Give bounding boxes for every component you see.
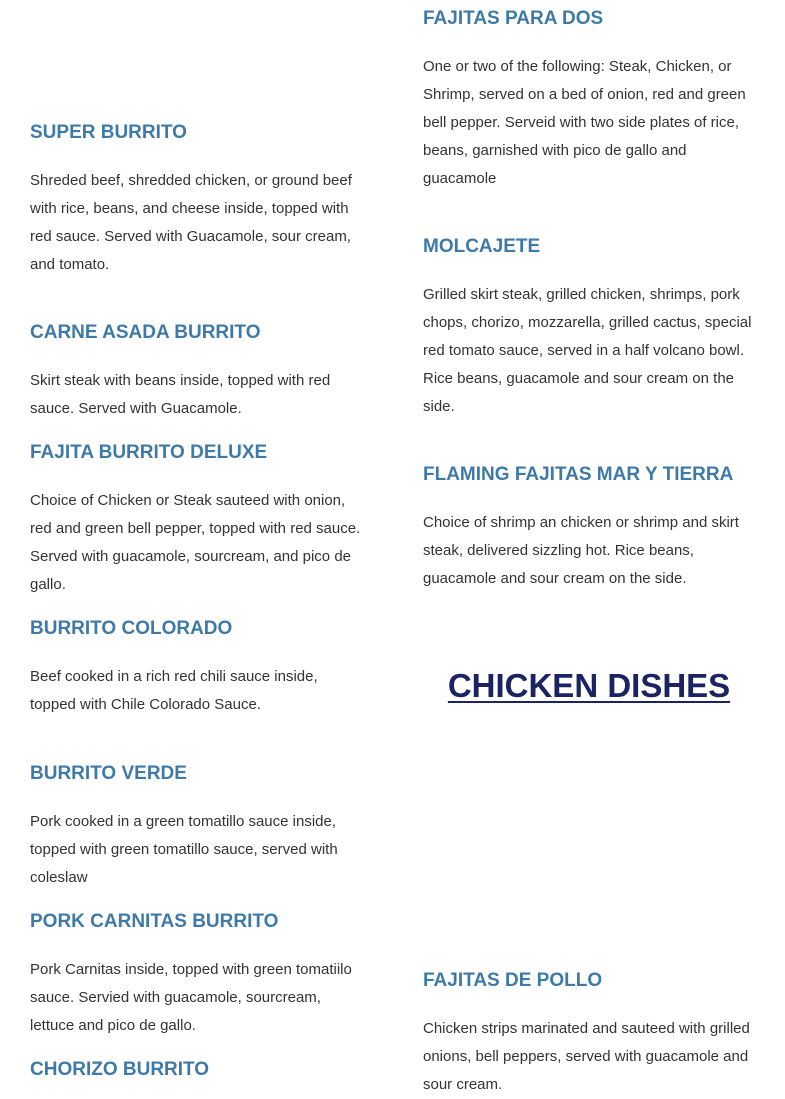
menu-item-description: One or two of the following: Steak, Chicken, or Shrimp, served on a bed of onion, red and green bell pepper. Serveid with two side plates of rice, beans, garnished with pico de gallo and guacamole bbox=[423, 58, 746, 187]
menu-item-pork-carnitas-burrito bbox=[30, 910, 365, 1040]
menu-item-name: BURRITO VERDE bbox=[30, 763, 187, 784]
menu-item-burrito-verde bbox=[30, 762, 365, 892]
menu-item-name: FLAMING FAJITAS MAR Y TIERRA bbox=[423, 464, 734, 485]
menu-item-name: FAJITA BURRITO DELUXE bbox=[30, 442, 268, 463]
menu-item-name: FAJITAS DE POLLO bbox=[423, 970, 603, 991]
menu-item-name: FAJITAS PARA DOS bbox=[423, 8, 604, 29]
menu-item-fajitas-de-pollo bbox=[423, 969, 761, 1099]
menu-item-description: Chicken strips marinated and sauteed with grilled onions, bell peppers, served with guacamole and sour cream. bbox=[423, 1020, 750, 1093]
menu-item-name: SUPER BURRITO bbox=[30, 122, 187, 143]
menu-item-chorizo-burrito bbox=[30, 1058, 365, 1082]
menu-item-burrito-colorado bbox=[30, 617, 365, 719]
menu-item-name: PORK CARNITAS BURRITO bbox=[30, 911, 279, 932]
menu-item-description: Pork cooked in a green tomatillo sauce inside, topped with green tomatillo sauce, served with coleslaw bbox=[30, 813, 338, 886]
menu-item-description: Grilled skirt steak, grilled chicken, shrimps, pork chops, chorizo, mozzarella, grilled cactus, special red tomato sauce, served in a half volcano bowl. Rice beans, guacamole and sour cream on the side. bbox=[423, 286, 752, 415]
menu-item-carne-asada-burrito bbox=[30, 321, 365, 423]
menu-item-name: MOLCAJETE bbox=[423, 236, 541, 257]
menu-item-fajitas-para-dos bbox=[423, 7, 761, 193]
menu-item-molcajete bbox=[423, 235, 761, 421]
menu-item-description: Choice of Chicken or Steak sauteed with onion, red and green bell pepper, topped with red sauce. Served with guacamole, sourcream, and pico de gallo. bbox=[30, 492, 361, 593]
menu-item-description: Skirt steak with beans inside, topped with red sauce. Served with Guacamole. bbox=[30, 372, 331, 417]
menu-item-description: Beef cooked in a rich red chili sauce inside, topped with Chile Colorado Sauce. bbox=[30, 668, 318, 713]
menu-item-fajita-burrito-deluxe bbox=[30, 441, 365, 599]
menu-item-flaming-fajitas-mar-y-tierra bbox=[423, 463, 761, 593]
menu-item-description: Pork Carnitas inside, topped with green tomatiilo sauce. Servied with guacamole, sourcream, lettuce and pico de gallo. bbox=[30, 961, 352, 1034]
menu-item-description: Shreded beef, shredded chicken, or ground beef with rice, beans, and cheese inside, topped with red sauce. Served with Guacamole, sour cream, and tomato. bbox=[30, 172, 352, 273]
section-heading-chicken-dishes: CHICKEN DISHES bbox=[447, 667, 731, 704]
menu-item-name: CARNE ASADA BURRITO bbox=[30, 322, 261, 343]
menu-item-description: Choice of shrimp an chicken or shrimp and skirt steak, delivered sizzling hot. Rice beans, guacamole and sour cream on the side. bbox=[423, 514, 739, 587]
menu-item-name: BURRITO COLORADO bbox=[30, 618, 233, 639]
menu-item-super-burrito bbox=[30, 121, 365, 279]
menu-item-name: CHORIZO BURRITO bbox=[30, 1059, 210, 1080]
